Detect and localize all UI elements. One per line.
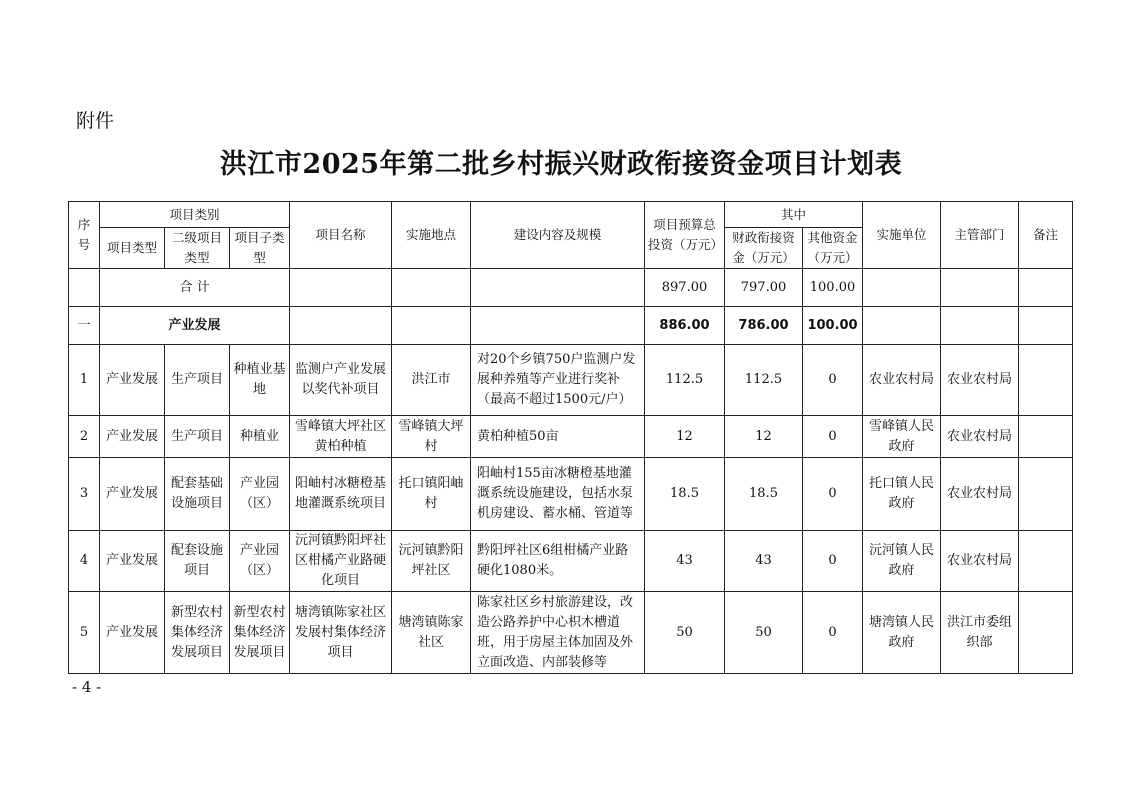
row-other: 0 (803, 416, 863, 458)
header-subtype: 项目子类型 (230, 228, 290, 269)
total-budget: 897.00 (645, 269, 725, 307)
row-type: 产业发展 (100, 416, 165, 458)
total-row (69, 269, 1073, 307)
table-row (69, 416, 1073, 458)
row-sub2: 新型农村集体经济发展项目 (165, 592, 230, 674)
header-fiscal: 财政衔接资金（万元） (725, 228, 803, 269)
header-impl-unit: 实施单位 (863, 202, 941, 269)
page-title: 洪江市2025年第二批乡村振兴财政衔接资金项目计划表 (219, 149, 903, 180)
total-label: 合 计 (100, 269, 290, 307)
row-subtype: 新型农村集体经济发展项目 (230, 592, 290, 674)
row-other: 0 (803, 592, 863, 674)
section-other: 100.00 (803, 307, 863, 345)
row-budget: 43 (645, 531, 725, 592)
row-other: 0 (803, 345, 863, 416)
row-content: 阳岫村155亩冰糖橙基地灌溉系统设施建设，包括水泵机房建设、蓄水桶、管道等 (471, 458, 645, 531)
header-row-1 (69, 202, 1073, 228)
table-row (69, 345, 1073, 416)
row-budget: 112.5 (645, 345, 725, 416)
row-fiscal: 43 (725, 531, 803, 592)
page-number: - 4 - (72, 678, 102, 696)
row-subtype: 种植业 (230, 416, 290, 458)
attachment-label: 附件 (76, 110, 115, 132)
row-project-name: 沅河镇黔阳坪社区柑橘产业路硬化项目 (290, 531, 392, 592)
row-budget: 50 (645, 592, 725, 674)
row-dept: 农业农村局 (941, 458, 1019, 531)
row-impl-unit: 塘湾镇人民政府 (863, 592, 941, 674)
header-category-group: 项目类别 (100, 202, 290, 228)
row-project-name: 阳岫村冰糖橙基地灌溉系统项目 (290, 458, 392, 531)
table-row (69, 531, 1073, 592)
row-subtype: 产业园（区） (230, 458, 290, 531)
header-project-name: 项目名称 (290, 202, 392, 269)
row-sub2: 生产项目 (165, 345, 230, 416)
row-seq: 3 (69, 458, 100, 531)
header-dept: 主管部门 (941, 202, 1019, 269)
row-type: 产业发展 (100, 345, 165, 416)
row-sub2: 配套设施项目 (165, 531, 230, 592)
row-fiscal: 12 (725, 416, 803, 458)
row-location: 沅河镇黔阳坪社区 (392, 531, 471, 592)
header-sub2: 二级项目类型 (165, 228, 230, 269)
row-other: 0 (803, 458, 863, 531)
row-budget: 12 (645, 416, 725, 458)
total-other: 100.00 (803, 269, 863, 307)
row-subtype: 种植业基地 (230, 345, 290, 416)
section-seq: 一 (69, 307, 100, 345)
row-content: 黄柏种植50亩 (471, 416, 645, 458)
row-location: 雪峰镇大坪村 (392, 416, 471, 458)
row-other: 0 (803, 531, 863, 592)
row-project-name: 塘湾镇陈家社区发展村集体经济项目 (290, 592, 392, 674)
row-location: 洪江市 (392, 345, 471, 416)
table-row (69, 592, 1073, 674)
row-seq: 1 (69, 345, 100, 416)
section-label: 产业发展 (100, 307, 290, 345)
row-dept: 农业农村局 (941, 345, 1019, 416)
row-type: 产业发展 (100, 458, 165, 531)
row-project-name: 监测户产业发展以奖代补项目 (290, 345, 392, 416)
row-fiscal: 50 (725, 592, 803, 674)
row-remark (1019, 592, 1073, 674)
header-content: 建设内容及规模 (471, 202, 645, 269)
row-subtype: 产业园（区） (230, 531, 290, 592)
row-remark (1019, 416, 1073, 458)
row-fiscal: 112.5 (725, 345, 803, 416)
row-impl-unit: 雪峰镇人民政府 (863, 416, 941, 458)
row-fiscal: 18.5 (725, 458, 803, 531)
header-among: 其中 (725, 202, 863, 228)
row-location: 塘湾镇陈家社区 (392, 592, 471, 674)
header-seq: 序号 (69, 202, 100, 269)
row-remark (1019, 531, 1073, 592)
row-remark (1019, 458, 1073, 531)
row-content: 陈家社区乡村旅游建设，改造公路养护中心枳木槽道班，用于房屋主体加固及外立面改造、内部装修等 (471, 592, 645, 674)
row-budget: 18.5 (645, 458, 725, 531)
table-row (69, 458, 1073, 531)
header-other: 其他资金（万元） (803, 228, 863, 269)
row-sub2: 配套基础设施项目 (165, 458, 230, 531)
row-content: 对20个乡镇750户监测户发展种养殖等产业进行奖补（最高不超过1500元/户） (471, 345, 645, 416)
row-content: 黔阳坪社区6组柑橘产业路硬化1080米。 (471, 531, 645, 592)
row-type: 产业发展 (100, 531, 165, 592)
section-budget: 886.00 (645, 307, 725, 345)
row-sub2: 生产项目 (165, 416, 230, 458)
row-dept: 农业农村局 (941, 531, 1019, 592)
section-fiscal: 786.00 (725, 307, 803, 345)
row-dept: 洪江市委组织部 (941, 592, 1019, 674)
total-fiscal: 797.00 (725, 269, 803, 307)
row-impl-unit: 农业农村局 (863, 345, 941, 416)
header-location: 实施地点 (392, 202, 471, 269)
row-seq: 4 (69, 531, 100, 592)
row-impl-unit: 托口镇人民政府 (863, 458, 941, 531)
section-row (69, 307, 1073, 345)
row-location: 托口镇阳岫村 (392, 458, 471, 531)
row-type: 产业发展 (100, 592, 165, 674)
header-remark: 备注 (1019, 202, 1073, 269)
row-impl-unit: 沅河镇人民政府 (863, 531, 941, 592)
header-budget: 项目预算总投资（万元） (645, 202, 725, 269)
row-seq: 5 (69, 592, 100, 674)
row-remark (1019, 345, 1073, 416)
header-type: 项目类型 (100, 228, 165, 269)
row-project-name: 雪峰镇大坪社区黄柏种植 (290, 416, 392, 458)
row-seq: 2 (69, 416, 100, 458)
row-dept: 农业农村局 (941, 416, 1019, 458)
project-plan-table (68, 201, 1073, 674)
